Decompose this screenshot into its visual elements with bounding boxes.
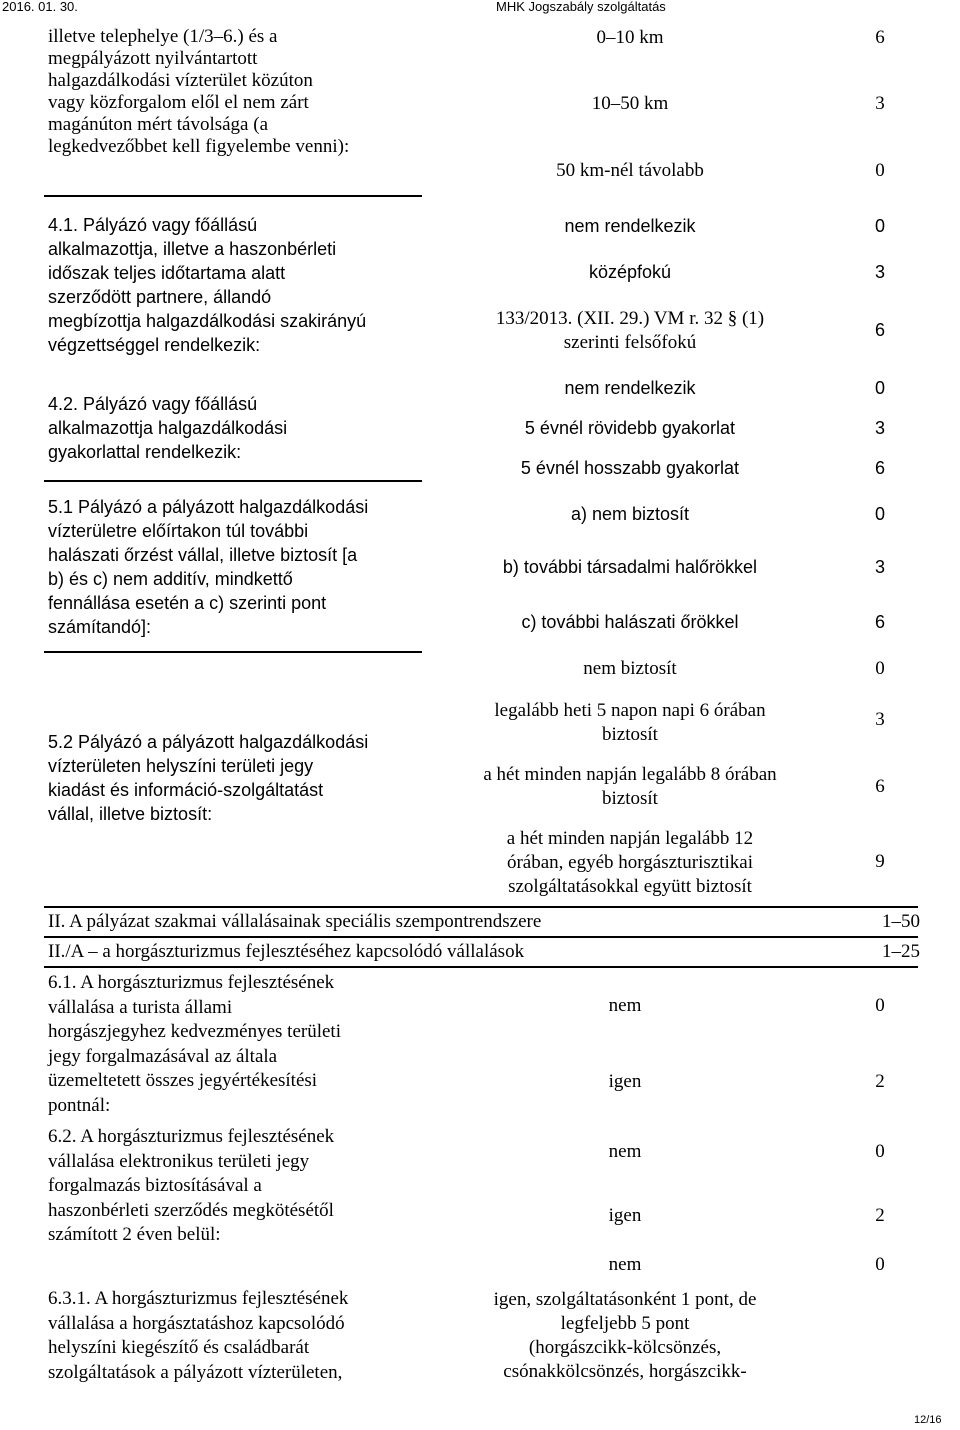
option-score: 0 <box>875 1254 885 1275</box>
criterion-5-2: 5.2 Pályázó a pályázott halgazdálkodási vízterületen helyszíni területi jegy kiadást és információ-szolgáltatást vállal, illetve biztosít: <box>48 732 369 824</box>
option-score: 9 <box>875 851 885 872</box>
option-label: nem <box>608 1254 642 1275</box>
criterion-4-2: 4.2. Pályázó vagy főállású alkalmazottja halgazdálkodási gyakorlattal rendelkezik: <box>48 394 288 462</box>
divider <box>44 936 918 938</box>
option-score: 6 <box>874 612 885 632</box>
divider <box>44 906 918 908</box>
criterion-6-3-1: 6.3.1. A horgászturizmus fejlesztésének vállalása a horgásztatáshoz kapcsolódó helyszíni kiegészítő és családbarát szolgáltatások a pályázott vízterületen, <box>48 1288 349 1383</box>
option-label: nem rendelkezik <box>564 378 696 398</box>
section-iia-score: 1–25 <box>882 941 920 962</box>
criterion-5-1: 5.1 Pályázó a pályázott halgazdálkodási vízterületre előírtakon túl további halászati őrzést vállal, illetve biztosít [a b) és c) nem additív, mindkettő fennállása esetén a c) szerinti pont számítandó]: <box>48 497 369 637</box>
option-score: 6 <box>874 458 885 478</box>
option-score: 0 <box>875 658 885 679</box>
option-score: 0 <box>874 216 885 236</box>
option-score: 2 <box>875 1205 885 1226</box>
option-score: 0 <box>875 1141 885 1162</box>
option-score: 3 <box>874 557 885 577</box>
divider <box>44 966 918 968</box>
criterion-6-2: 6.2. A horgászturizmus fejlesztésének vállalása elektronikus területi jegy forgalmazás biztosításával a haszonbérleti szerződés megkötésétől számított 2 éven belül: <box>48 1126 335 1245</box>
header-date: 2016. 01. 30. <box>2 0 78 14</box>
option-score: 3 <box>875 709 885 730</box>
option-label: c) további halászati őrökkel <box>521 612 739 632</box>
option-label: igen <box>608 1071 642 1092</box>
option-label: 50 km-nél távolabb <box>556 160 704 181</box>
option-score: 6 <box>875 27 885 48</box>
section-ii-heading: II. A pályázat szakmai vállalásainak speciális szempontrendszere <box>48 911 542 932</box>
option-label: 133/2013. (XII. 29.) VM r. 32 § (1) szerinti felsőfokú <box>495 308 765 353</box>
option-label: a hét minden napján legalább 12 órában, egyéb horgászturisztikai szolgáltatásokkal együtt biztosít <box>506 828 754 897</box>
section-ii-score: 1–50 <box>882 911 920 932</box>
criterion-distance: illetve telephelye (1/3–6.) és a megpályázott nyilvántartott halgazdálkodási vízterület közúton vagy közforgalom elől el nem zárt magánúton mért távolsága (a legkedvezőbbet kell figyelembe venni): <box>48 26 350 157</box>
option-label: 5 évnél hosszabb gyakorlat <box>520 458 740 478</box>
option-score: 3 <box>875 93 885 114</box>
option-label: 10–50 km <box>591 93 669 114</box>
criterion-6-1: 6.1. A horgászturizmus fejlesztésének vállalása a turista állami horgászjegyhez kedvezményes területi jegy forgalmazásával az általa üzemeltetett összes jegyértékesítési pontnál: <box>48 972 341 1116</box>
option-label: nem biztosít <box>583 658 677 679</box>
option-label: igen, szolgáltatásonként 1 pont, de legfeljebb 5 pont (horgászcikk-kölcsönzés, csónakkölcsönzés, horgászcikk- <box>493 1289 757 1382</box>
section-iia-heading: II./A – a horgászturizmus fejlesztéséhez kapcsolódó vállalások <box>48 941 525 962</box>
option-score: 0 <box>874 378 885 398</box>
header-source: MHK Jogszabály szolgáltatás <box>496 0 666 14</box>
option-label: b) további társadalmi halőrökkel <box>502 557 758 577</box>
page-number: 12/16 <box>914 1414 942 1426</box>
option-score: 0 <box>875 160 885 181</box>
option-label: 0–10 km <box>596 27 664 48</box>
divider <box>44 651 422 653</box>
option-label: legalább heti 5 napon napi 6 órában biztosít <box>494 700 766 745</box>
option-label: a hét minden napján legalább 8 órában biztosít <box>483 764 777 809</box>
option-label: nem <box>608 995 642 1016</box>
option-score: 3 <box>874 418 885 438</box>
option-label: középfokú <box>588 262 672 282</box>
divider <box>44 195 422 197</box>
option-label: nem rendelkezik <box>564 216 696 236</box>
option-label: 5 évnél rövidebb gyakorlat <box>524 418 736 438</box>
option-score: 6 <box>875 776 885 797</box>
divider <box>44 480 422 482</box>
option-score: 2 <box>875 1071 885 1092</box>
option-score: 6 <box>874 320 885 340</box>
option-score: 3 <box>874 262 885 282</box>
option-label: a) nem biztosít <box>570 504 690 524</box>
option-score: 0 <box>874 504 885 524</box>
option-label: nem <box>608 1141 642 1162</box>
option-score: 0 <box>875 995 885 1016</box>
criterion-4-1: 4.1. Pályázó vagy főállású alkalmazottja, illetve a haszonbérleti időszak teljes időtartama alatt szerződött partnere, állandó megbízottja halgazdálkodási szakirányú végzettséggel rendelkezik: <box>48 215 367 355</box>
option-label: igen <box>608 1205 642 1226</box>
